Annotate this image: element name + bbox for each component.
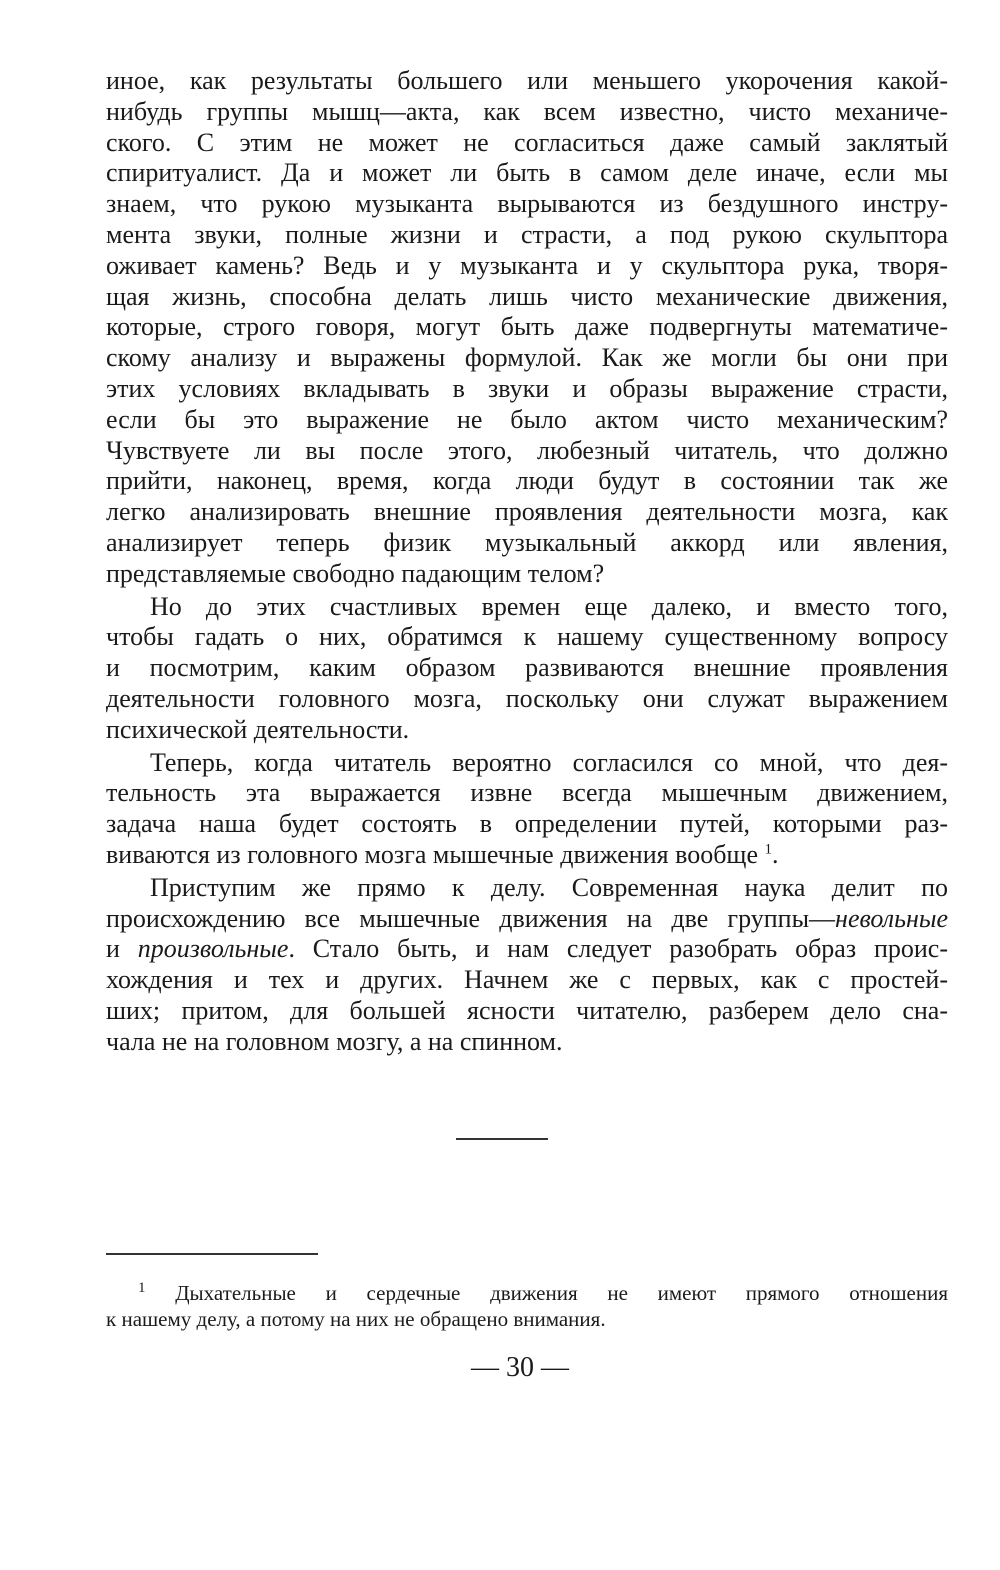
text-line: спиритуалист. Да и может ли быть в самом деле иначе, если мы	[106, 158, 948, 188]
text-line: психической деятельности.	[106, 714, 410, 744]
footnote-separator	[106, 1253, 318, 1255]
text-line: если бы это выражение не было актом чисто механическим?	[106, 404, 948, 434]
paragraph-4	[106, 873, 948, 1058]
text-line: анализирует теперь физик музыкальный аккорд или явления,	[106, 527, 948, 557]
text-line-content: виваются из головного мозга мышечные движения вообще	[106, 839, 758, 869]
footnote	[106, 1280, 948, 1332]
text-line: щая жизнь, способна делать лишь чисто механические движения,	[106, 281, 948, 311]
text-line: задача наша будет состоять в определении путей, которыми раз-	[106, 809, 948, 839]
text-line: деятельности головного мозга, поскольку они служат выражением	[106, 683, 948, 713]
text-line: скому анализу и выражены формулой. Как же могли бы они при	[106, 343, 948, 373]
paragraph-2	[106, 592, 948, 746]
section-end-rule	[456, 1138, 548, 1140]
footnote-reference[interactable]: 1	[764, 841, 772, 858]
paragraph-1	[106, 66, 948, 590]
text-line	[106, 904, 948, 935]
term-involuntary: невольные	[835, 903, 948, 933]
text-line-content: происхождению все мышечные движения на две группы—	[106, 903, 836, 933]
text-line: Теперь, когда читатель вероятно согласился со мной, что дея-	[150, 747, 948, 777]
text-line: иное, как результаты большего или меньшего укорочения какой-	[106, 66, 948, 95]
text-line: Чувствуете ли вы после этого, любезный читатель, что должно	[106, 435, 948, 465]
text-line: оживает камень? Ведь и у музыканта и у скульптора рука, творя-	[106, 250, 948, 280]
text-line: легко анализировать внешние проявления деятельности мозга, как	[106, 497, 948, 527]
text-line: нибудь группы мышц—акта, как всем известно, чисто механиче-	[106, 96, 948, 126]
text-line-content: . Стало быть, и нам следует разобрать образ проис-	[288, 934, 948, 964]
paragraph-3	[106, 748, 948, 871]
text-line: и посмотрим, каким образом развиваются внешние проявления	[106, 653, 948, 683]
text-line: знаем, что рукою музыканта вырываются из бездушного инстру-	[106, 189, 948, 219]
term-voluntary: произвольные	[137, 934, 289, 964]
main-text	[106, 66, 948, 1058]
text-line: хождения и тех и других. Начнем же с первых, как с простей-	[106, 965, 948, 995]
footnote-marker: 1	[138, 1280, 146, 1296]
footnote-text: Дыхательные и сердечные движения не имеют прямого отношения	[175, 1281, 949, 1305]
text-line: чтобы гадать о них, обратимся к нашему существенному вопросу	[106, 622, 948, 652]
text-line: тельность эта выражается извне всегда мышечным движением,	[106, 778, 948, 808]
text-line: виваются из головного мозга мышечные движения вообще $^1$.	[106, 839, 779, 869]
text-line: представляемые свободно падающим телом?	[106, 558, 605, 588]
footnote-line: к нашему делу, а потому на них не обращено внимания.	[106, 1307, 606, 1331]
text-line: ших; притом, для большей ясности читателю, разберем дело сна-	[106, 995, 948, 1025]
text-line: которые, строго говоря, могут быть даже подвергнуты математиче-	[106, 312, 948, 342]
text-line: чала не на головном мозгу, а на спинном.	[106, 1026, 563, 1056]
text-line	[106, 934, 948, 965]
text-line: прийти, наконец, время, когда люди будут в состоянии так же	[106, 466, 948, 496]
text-line: Приступим же прямо к делу. Современная наука делит по	[150, 872, 948, 902]
page-number: — 30 —	[471, 1352, 569, 1383]
text-line: мента звуки, полные жизни и страсти, а под рукою скульптора	[106, 219, 948, 249]
text-line: этих условиях вкладывать в звуки и образы выражение страсти,	[106, 373, 948, 403]
text-line-content: и	[106, 934, 138, 964]
text-line: ского. С этим не может не согласиться даже самый заклятый	[106, 127, 948, 157]
text-line: Но до этих счастливых времен еще далеко, и вместо того,	[150, 591, 948, 621]
footnote-line	[106, 1280, 948, 1306]
